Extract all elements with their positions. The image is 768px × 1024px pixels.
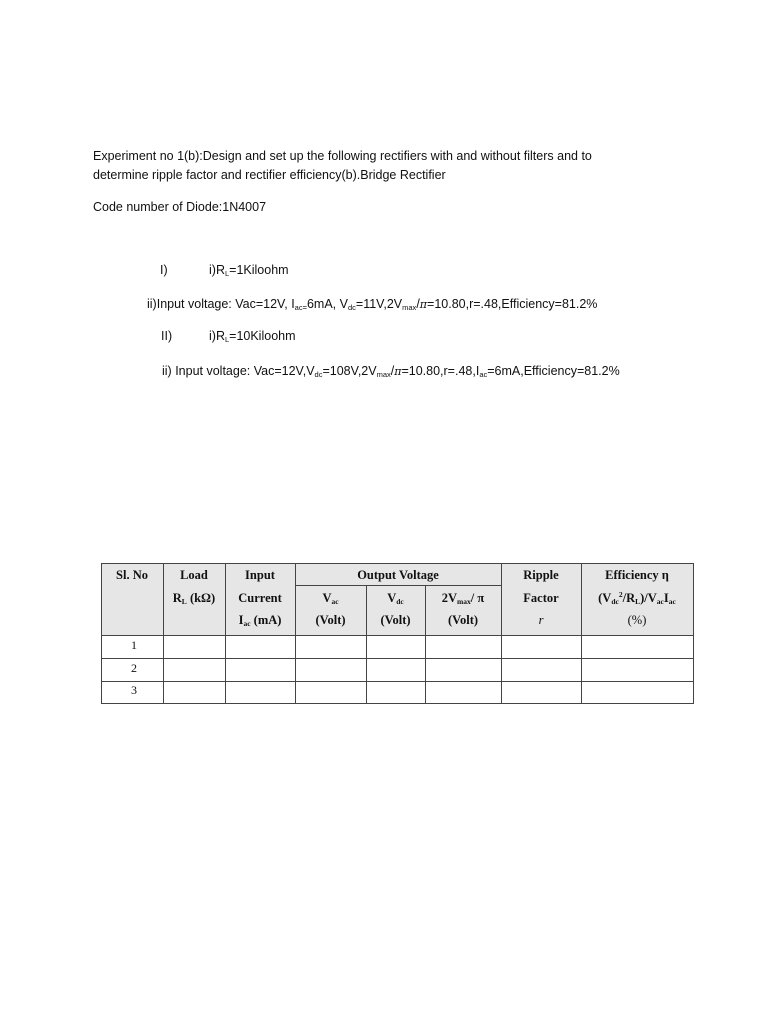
header-vdc-unit: (Volt) (380, 613, 411, 627)
diode-code: Code number of Diode:1N4007 (93, 200, 267, 214)
header-efficiency-formula: $(V_{dc}^2/R_L)/V_{ac}I_{ac}$ (598, 590, 676, 606)
table-line (101, 563, 102, 704)
header-vac: $V_{ac}$ (322, 591, 339, 606)
table-line (693, 563, 694, 704)
header-efficiency-unit: (%) (627, 613, 647, 627)
header-ripple-symbol: r (538, 613, 544, 627)
header-efficiency: Efficiency η (605, 568, 669, 582)
header-input: Input (245, 568, 275, 582)
table-line (101, 703, 694, 704)
table-line (581, 563, 582, 704)
header-load-unit: $R_L$ (kΩ) (172, 591, 216, 606)
table-line (295, 563, 296, 704)
case-2-measurements: ii) Input voltage: $Vac=12V,V_{dc}=108V,2V_{max}/\pi=10.80,r=.48,I_{ac}=6mA,Efficiency=81.2\%$ (162, 364, 620, 379)
experiment-title (93, 147, 693, 185)
header-factor: Factor (523, 591, 559, 605)
header-current: Current (238, 591, 282, 605)
title-line-2: determine ripple factor and rectifier efficiency(b).Bridge Rectifier (93, 168, 446, 182)
title-line-1: Experiment no 1(b):Design and set up the following rectifiers with and without filters and to (93, 149, 592, 163)
header-ripple: Ripple (523, 568, 559, 582)
table-line (101, 681, 694, 682)
case-1-load: $i)R_L=1Kiloohm$ (209, 263, 289, 278)
table-line (295, 585, 501, 586)
table-row-number: 3 (131, 683, 137, 697)
header-current-unit: $I_{ac}$ (mA) (238, 613, 282, 628)
table-row-number: 1 (131, 638, 137, 652)
case-1-measurements: ii)Input voltage: Vac=12V, $I_{ac=}6mA$, $V_{dc}=11V,2V_{max}/\pi=10.80,r=.48,Efficiency=81.2\%$ (147, 297, 598, 312)
header-sl-no: Sl. No (116, 568, 148, 582)
table-line (101, 635, 694, 636)
case-2-numeral: II) (161, 329, 173, 343)
header-vdc: $V_{dc}$ (387, 591, 404, 606)
header-load: Load (180, 568, 208, 582)
header-vac-unit: (Volt) (315, 613, 346, 627)
case-1-numeral: I) (160, 263, 168, 277)
table-line (501, 563, 502, 704)
header-output-voltage: Output Voltage (357, 568, 439, 582)
table-line (225, 563, 226, 704)
observation-table (101, 563, 694, 704)
header-vmax: $2V_{max}/$ π (441, 591, 485, 606)
table-row-number: 2 (131, 661, 137, 675)
header-vmax-unit: (Volt) (447, 613, 479, 627)
table-line (163, 563, 164, 704)
table-line (101, 563, 694, 564)
case-2-load: $i)R_L=10Kiloohm$ (209, 329, 296, 344)
table-line (101, 658, 694, 659)
